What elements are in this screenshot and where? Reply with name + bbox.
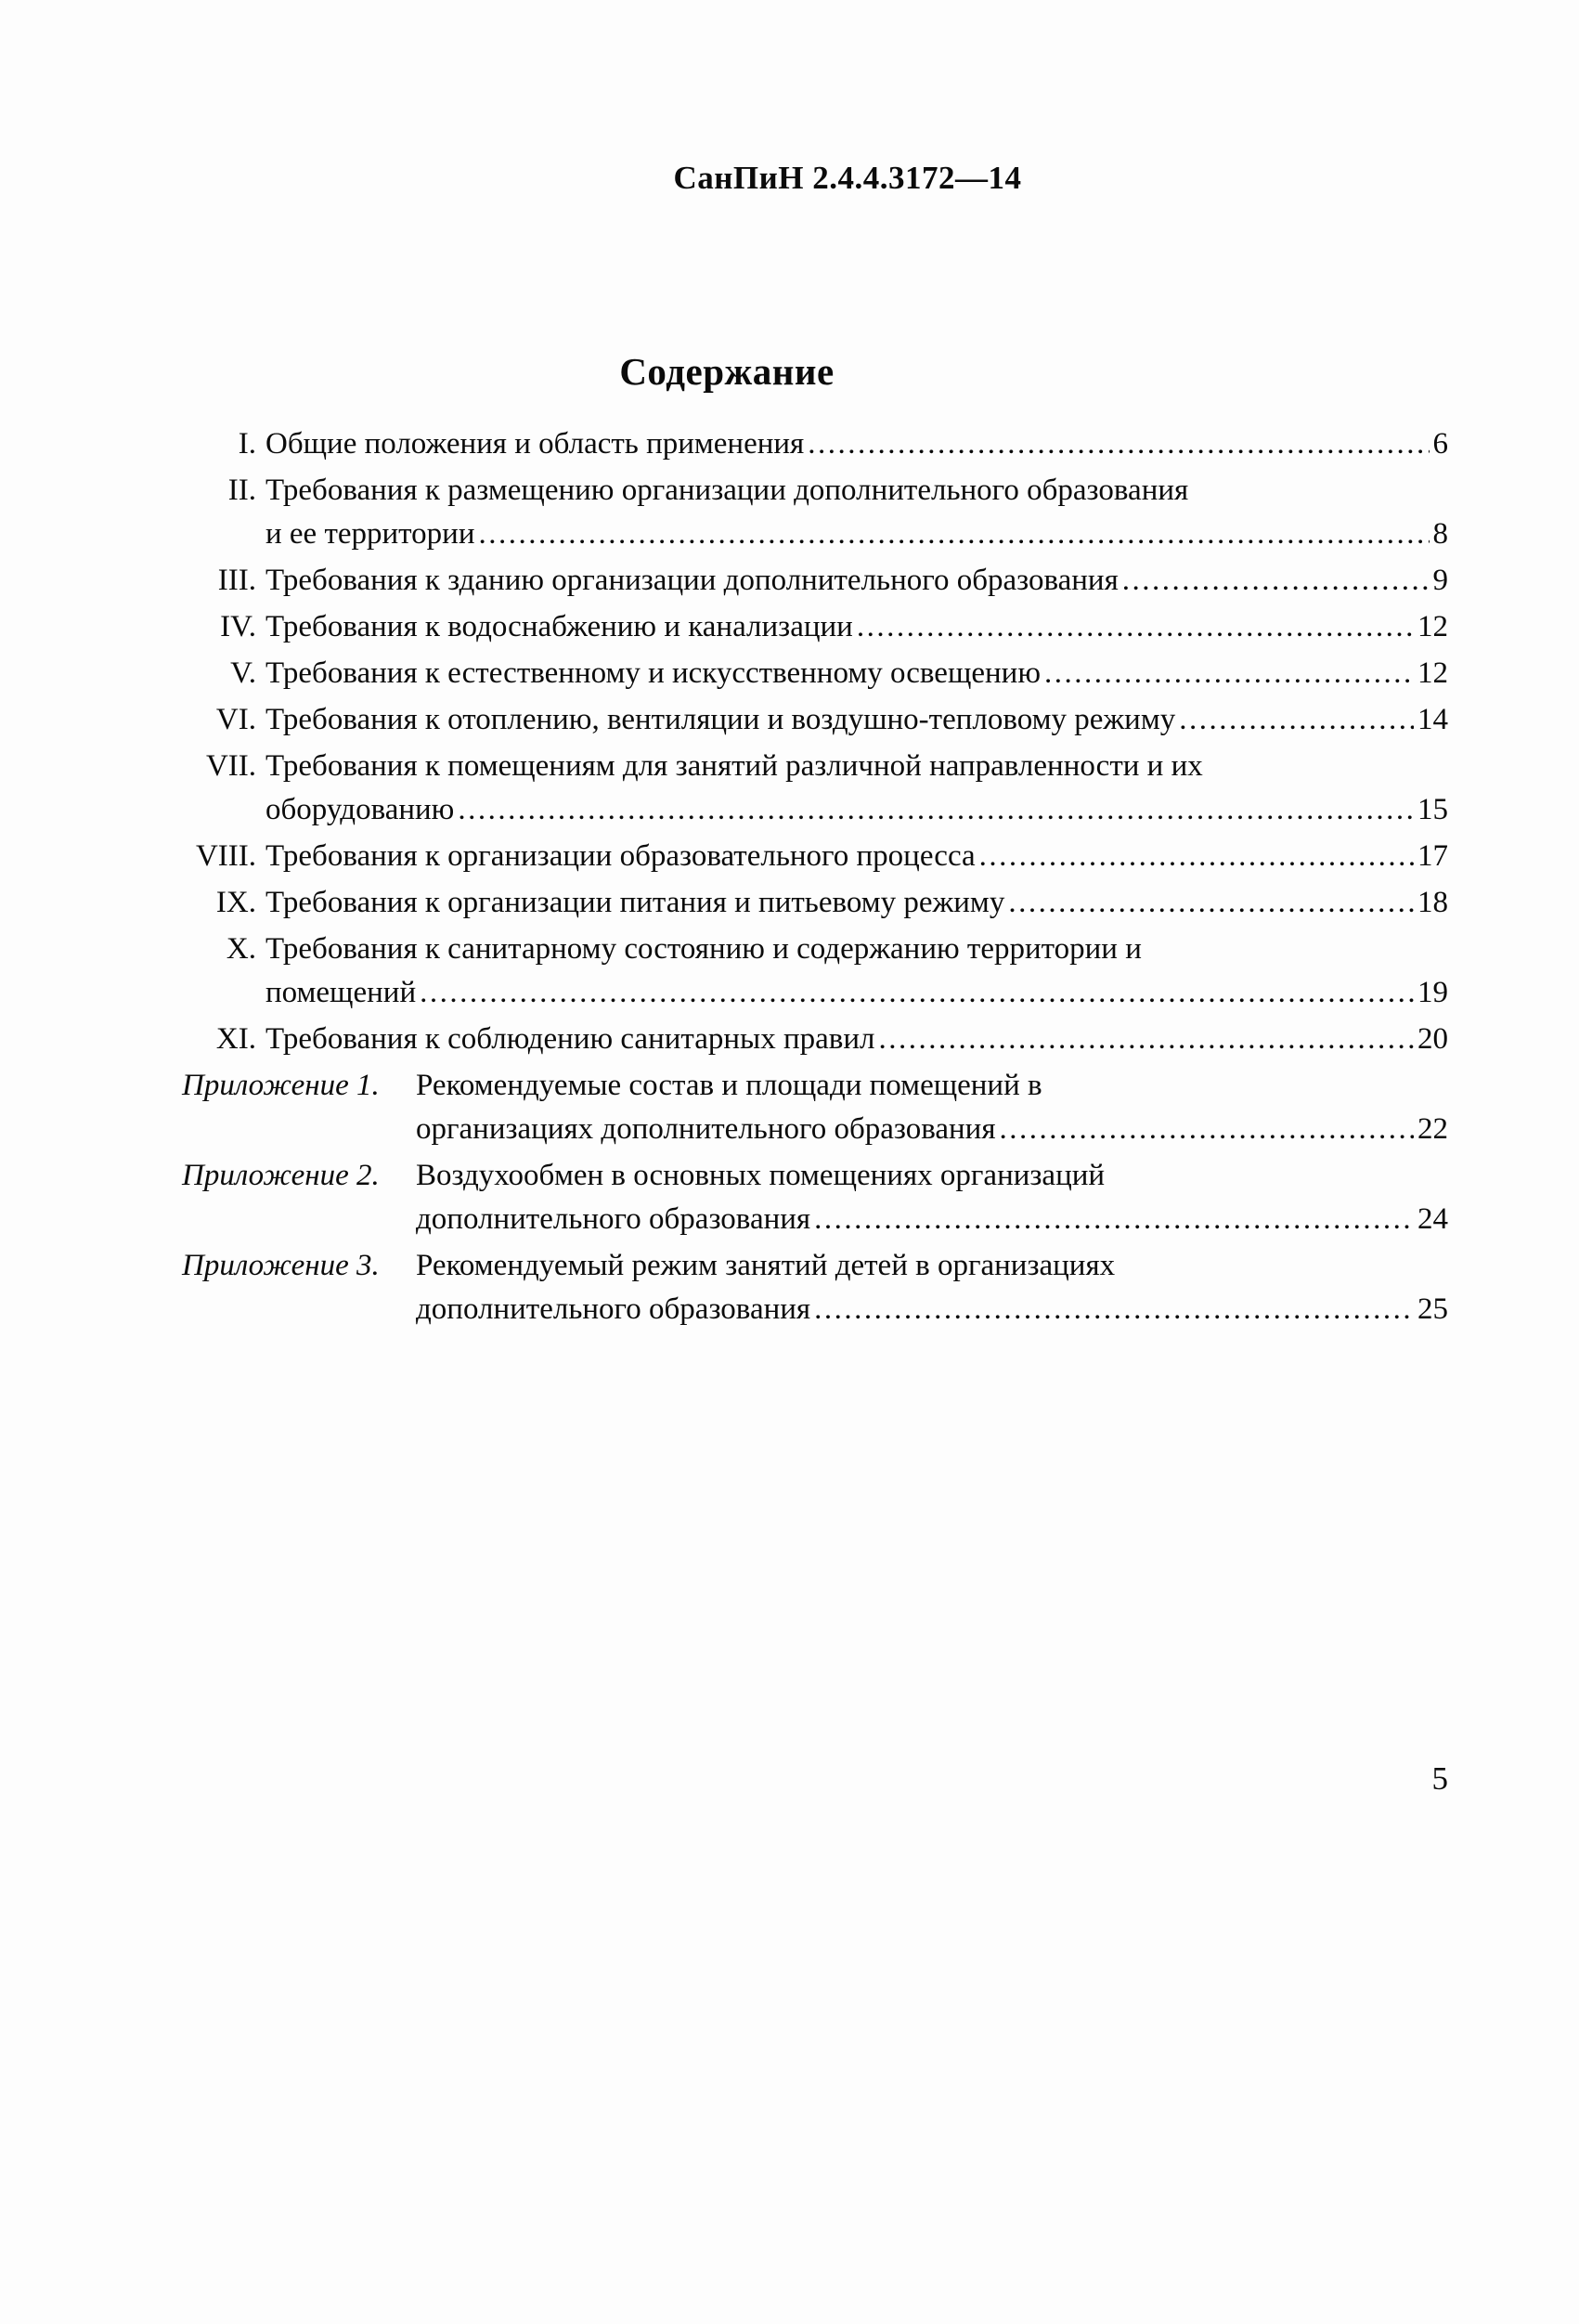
toc-entry-body [265, 559, 1448, 603]
toc-leader-dots [814, 1288, 1414, 1331]
toc-entry-text: Требования к организации питания и питьевому режиму [265, 886, 1005, 919]
toc-entry-body [265, 1018, 1448, 1061]
toc-leader-dots [808, 422, 1429, 466]
toc-entry-label: VIII. [195, 839, 256, 873]
document-header: СанПиН 2.4.4.3172—14 [673, 160, 1022, 196]
toc-entry [182, 881, 1448, 925]
toc-entry-label: IX. [215, 886, 256, 919]
toc-page-number: 25 [1417, 1292, 1448, 1326]
toc-page-number: 8 [1432, 517, 1448, 551]
toc-page-number: 12 [1417, 610, 1448, 643]
toc-entry [182, 1154, 1448, 1241]
toc-entry-last-line [265, 559, 1448, 603]
toc-entry-last-line [265, 881, 1448, 925]
toc-leader-dots [878, 1018, 1414, 1061]
page-title: Содержание [619, 350, 835, 393]
toc-page-number: 12 [1417, 656, 1448, 690]
toc-entry-body [265, 835, 1448, 878]
toc-leader-dots [814, 1198, 1414, 1241]
toc-entry-text: оборудованию [265, 793, 455, 826]
toc-entry [182, 605, 1448, 649]
toc-entry-text: и ее территории [265, 517, 475, 551]
toc-entry-body [416, 1154, 1448, 1241]
toc-entry-last-line [265, 513, 1448, 556]
toc-entry-label: V. [230, 656, 256, 690]
toc-leader-dots [979, 835, 1414, 878]
toc-entry-text: Требования к санитарному состоянию и содержанию территории и [265, 932, 1142, 966]
toc-entry-body [265, 745, 1448, 832]
toc-entry-text: Требования к водоснабжению и канализации [265, 610, 853, 643]
toc-entry-body [265, 928, 1448, 1015]
toc-entry-label: II. [227, 474, 256, 507]
toc-entry-last-line [265, 605, 1448, 649]
toc-entry [182, 835, 1448, 878]
toc-entry-text: Рекомендуемый режим занятий детей в организациях [416, 1249, 1116, 1282]
toc-entry-text: Общие положения и область применения [265, 427, 805, 461]
toc-entry-last-line [416, 1108, 1448, 1151]
toc-entry-body [265, 422, 1448, 466]
toc-entry-last-line [265, 971, 1448, 1015]
toc-page-number: 15 [1417, 793, 1448, 826]
toc-page-number: 20 [1417, 1022, 1448, 1056]
toc-entry [182, 928, 1448, 1015]
toc-page-number: 24 [1417, 1202, 1448, 1236]
toc-entry-label: Приложение 3. [182, 1249, 380, 1282]
toc-entry-text: Требования к зданию организации дополнительного образования [265, 564, 1119, 597]
toc-entry [182, 1244, 1448, 1331]
toc-entry-label: Приложение 1. [182, 1069, 380, 1102]
toc-entry-label: VII. [205, 749, 256, 783]
toc-entry-text: Требования к помещениям для занятий различной направленности и их [265, 749, 1203, 783]
toc-entry-label: X. [226, 932, 256, 966]
toc-entry-last-line [416, 1288, 1448, 1331]
toc-leader-dots [1008, 881, 1414, 925]
toc-page-number: 19 [1417, 976, 1448, 1009]
toc-leader-dots [479, 513, 1430, 556]
toc-page-number: 14 [1417, 703, 1448, 736]
toc-entry-body [265, 881, 1448, 925]
toc-entry-body [265, 469, 1448, 556]
toc-entry [182, 469, 1448, 556]
toc-entry-body [265, 652, 1448, 695]
toc-entry-last-line [265, 788, 1448, 832]
toc-entry-last-line [265, 698, 1448, 742]
toc-entry [182, 422, 1448, 466]
toc-entry-last-line [265, 652, 1448, 695]
toc-entry-text: дополнительного образования [416, 1292, 811, 1326]
toc-page-number: 22 [1417, 1112, 1448, 1146]
toc-entry [182, 745, 1448, 832]
toc-entry-last-line [265, 835, 1448, 878]
toc-entry-label: III. [217, 564, 256, 597]
toc-entry [182, 652, 1448, 695]
toc-page-number: 17 [1417, 839, 1448, 873]
toc-entry-last-line [265, 1018, 1448, 1061]
toc-leader-dots [1000, 1108, 1414, 1151]
toc [182, 422, 1448, 1334]
toc-entry [182, 559, 1448, 603]
toc-page-number: 9 [1432, 564, 1448, 597]
toc-entry-text: дополнительного образования [416, 1202, 811, 1236]
toc-entry-text: Требования к организации образовательного процесса [265, 839, 976, 873]
toc-entry-body [416, 1064, 1448, 1151]
toc-leader-dots [857, 605, 1414, 649]
toc-entry-last-line [416, 1198, 1448, 1241]
toc-page-number: 6 [1432, 427, 1448, 461]
toc-entry [182, 1064, 1448, 1151]
toc-entry-label: VI. [215, 703, 256, 736]
toc-entry-label: Приложение 2. [182, 1159, 380, 1192]
toc-entry [182, 698, 1448, 742]
toc-entry-text: Требования к соблюдению санитарных правил [265, 1022, 875, 1056]
toc-leader-dots [1179, 698, 1414, 742]
toc-entry-body [265, 605, 1448, 649]
folio-page-number: 5 [1431, 1760, 1448, 1797]
toc-entry-text: Требования к размещению организации дополнительного образования [265, 474, 1189, 507]
toc-leader-dots [420, 971, 1414, 1015]
toc-leader-dots [1044, 652, 1414, 695]
toc-entry-body [265, 698, 1448, 742]
toc-entry-text: Воздухообмен в основных помещениях организаций [416, 1159, 1106, 1192]
toc-leader-dots [1122, 559, 1430, 603]
toc-entry-text: Требования к естественному и искусственному освещению [265, 656, 1041, 690]
toc-entry [182, 1018, 1448, 1061]
toc-entry-text: помещений [265, 976, 417, 1009]
toc-entry-text: Рекомендуемые состав и площади помещений в [416, 1069, 1042, 1102]
toc-entry-body [416, 1244, 1448, 1331]
toc-entry-label: I. [238, 427, 256, 461]
toc-entry-text: Требования к отоплению, вентиляции и воздушно-тепловому режиму [265, 703, 1176, 736]
toc-entry-text: организациях дополнительного образования [416, 1112, 996, 1146]
toc-entry-label: IV. [220, 610, 256, 643]
toc-entry-last-line [265, 422, 1448, 466]
toc-page-number: 18 [1417, 886, 1448, 919]
toc-leader-dots [458, 788, 1414, 832]
toc-entry-label: XI. [215, 1022, 256, 1056]
